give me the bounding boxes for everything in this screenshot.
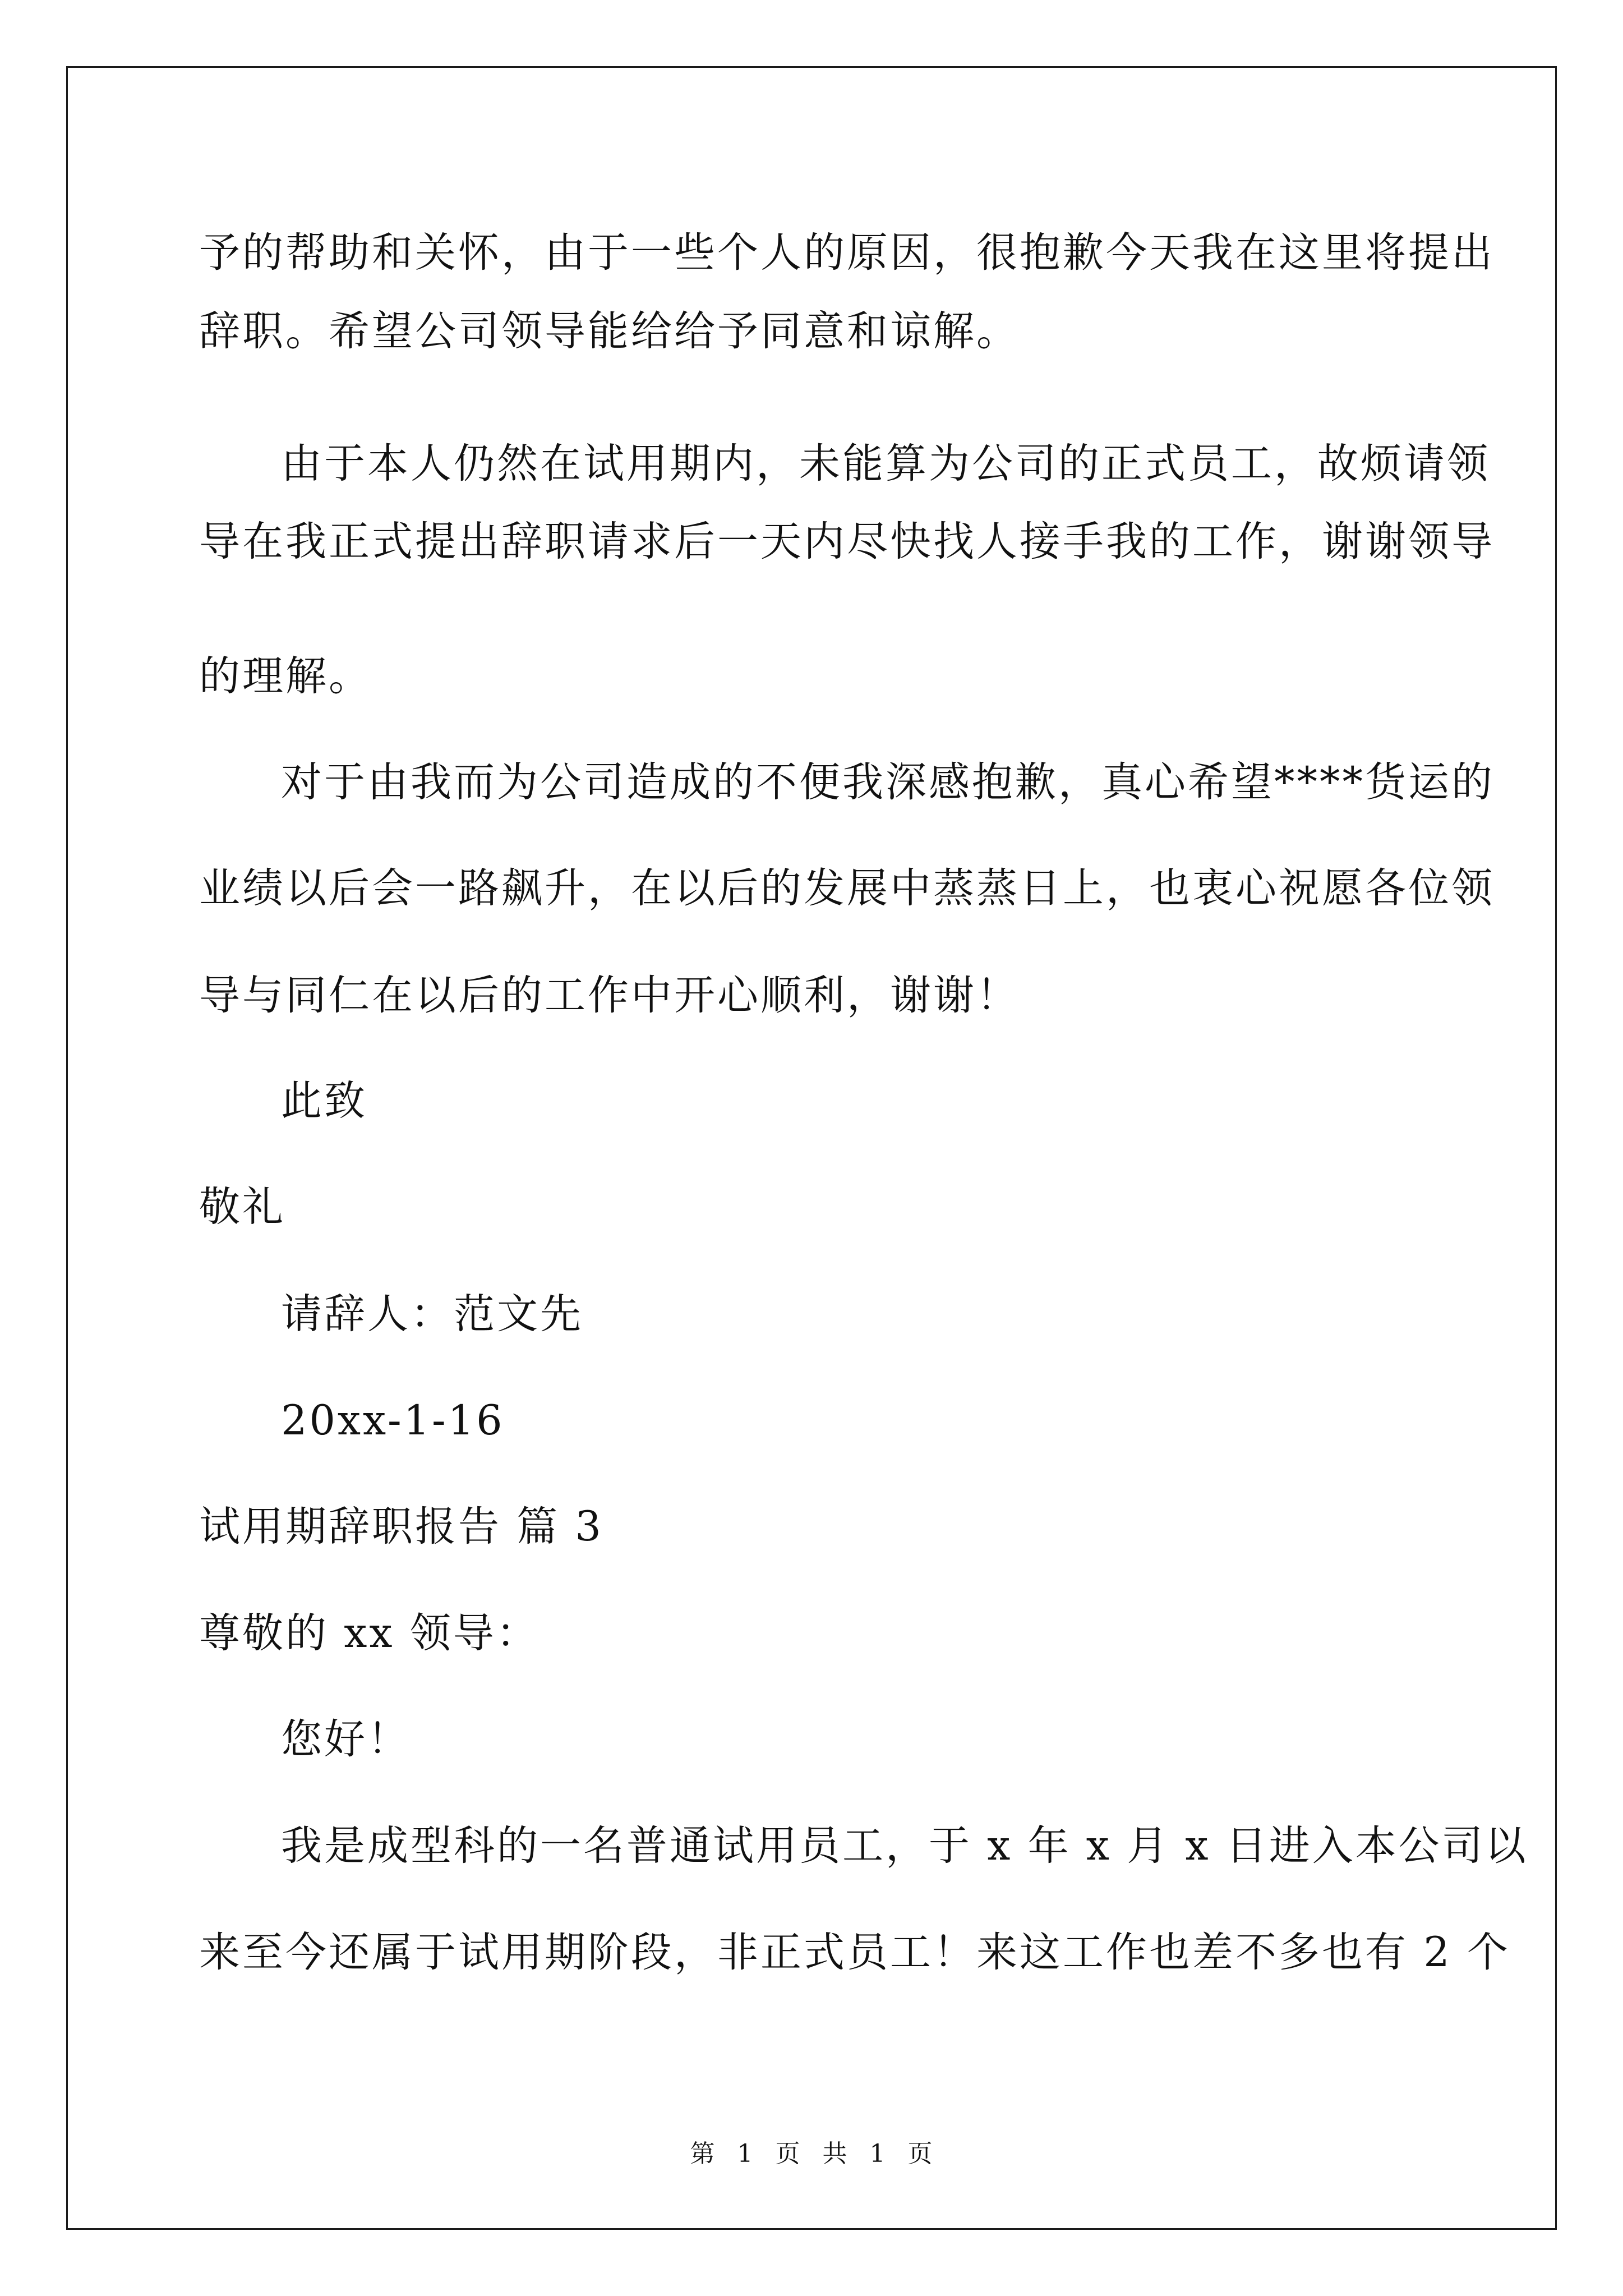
paragraph-line: 我是成型科的一名普通试用员工，于 x 年 x 月 x 日进入本公司以: [281, 1822, 1528, 1870]
paragraph-line: 对于由我而为公司造成的不便我深感抱歉，真心希望****货运的: [281, 758, 1495, 806]
closing-salutation: 此致: [281, 1077, 367, 1125]
signatory: 请辞人：范文先: [281, 1290, 583, 1338]
paragraph-line: 辞职。希望公司领导能给给予同意和谅解。: [199, 307, 1020, 355]
paragraph-line: 予的帮助和关怀，由于一些个人的原因，很抱歉今天我在这里将提出: [199, 229, 1495, 277]
paragraph-line: 的理解。: [199, 652, 372, 700]
greeting: 您好！: [281, 1715, 411, 1763]
paragraph-line: 导与同仁在以后的工作中开心顺利，谢谢！: [199, 972, 1020, 1019]
paragraph-line: 导在我正式提出辞职请求后一天内尽快找人接手我的工作，谢谢领导: [199, 518, 1495, 565]
paragraph-line: 业绩以后会一路飙升，在以后的发展中蒸蒸日上，也衷心祝愿各位领: [199, 864, 1495, 912]
paragraph-line: 来至今还属于试用期阶段，非正式员工！来这工作也差不多也有 2 个: [199, 1929, 1510, 1976]
section-heading: 试用期辞职报告 篇 3: [199, 1503, 603, 1550]
addressee: 尊敬的 xx 领导：: [199, 1609, 540, 1657]
letter-date: 20xx-1-16: [281, 1397, 505, 1444]
page-number-footer: 第 1 页 共 1 页: [690, 2139, 933, 2168]
closing-regards: 敬礼: [199, 1183, 285, 1231]
page-border: [66, 66, 1557, 2230]
paragraph-line: 由于本人仍然在试用期内，未能算为公司的正式员工，故烦请领: [281, 440, 1490, 487]
